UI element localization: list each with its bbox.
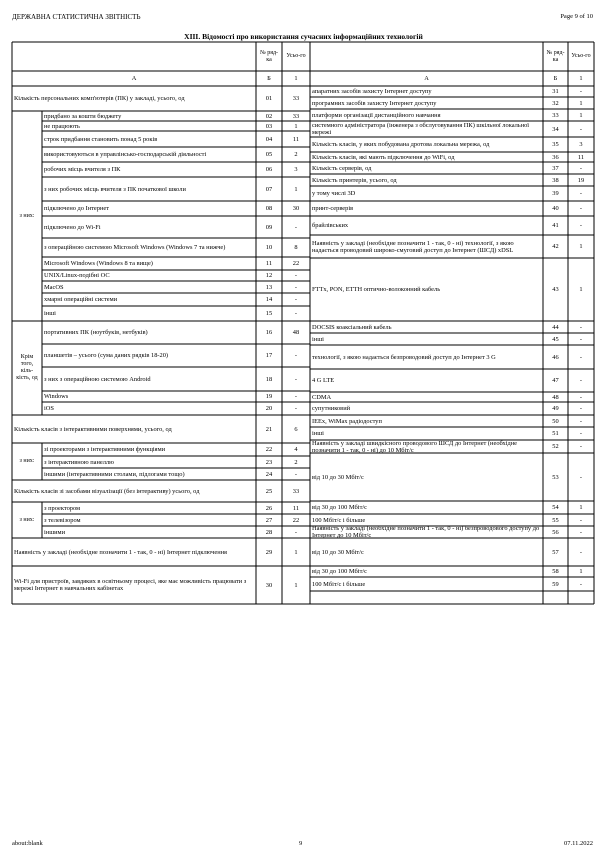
- left-row-number: 19: [265, 393, 273, 400]
- right-row-label: програмних засобів захисту Інтернет доступу: [312, 99, 437, 107]
- left-row-number: 10: [265, 244, 273, 251]
- right-row-value: -: [579, 125, 583, 133]
- right-row-value: -: [579, 516, 583, 524]
- col-header-one-right: 1: [579, 75, 583, 82]
- left-row-label: хмарні операційні системи: [44, 296, 118, 303]
- right-row-label: Кількість принтерів, усього, од: [312, 176, 397, 184]
- right-row-label: інші: [312, 430, 324, 437]
- right-row-value: -: [579, 405, 583, 412]
- right-row-number: 39: [552, 190, 559, 197]
- left-row-label: інші: [44, 310, 56, 317]
- right-row-value: -: [579, 88, 583, 95]
- left-row-number: 28: [265, 528, 273, 536]
- group-label-z-nykh-1: з них:: [19, 212, 35, 219]
- right-row-value: -: [579, 417, 583, 425]
- right-row-label: від 10 до 30 Мбіт/с: [312, 548, 364, 556]
- right-row-label: 100 Мбіт/с і більше: [312, 516, 366, 524]
- left-row-label: планшетів – усього (сума даних рядків 18-20): [44, 352, 169, 359]
- left-row-number: 30: [265, 581, 273, 589]
- right-row-label: IEEx, WiMax радіодоступ: [312, 417, 382, 425]
- left-row-label: портативних ПК (ноутбуків, нетбуків): [44, 329, 148, 336]
- left-row-label: підключено до Інтернет: [44, 205, 110, 212]
- right-row-number: 38: [552, 176, 559, 184]
- left-row-number: 04: [265, 135, 273, 143]
- right-row-number: 41: [552, 222, 559, 229]
- left-row-value: 2: [294, 458, 298, 466]
- right-row-number: 31: [552, 88, 559, 95]
- col-header-total-right: Усьо-го: [571, 53, 591, 59]
- left-row-label: MacOS: [44, 283, 64, 291]
- right-row-label: технології, з якою надається безпроводовий доступ до Інтернет 3 G: [312, 353, 496, 361]
- left-row-label: Наявність у закладі (необхідне позначити 1 - так, 0 - ні) Інтернет підключення: [14, 548, 227, 556]
- left-row-label: Microsoft Windows (Windows 8 та вище): [44, 260, 153, 267]
- left-row-number: 08: [265, 205, 273, 212]
- left-row-value: 33: [292, 112, 300, 120]
- left-row-value: 30: [292, 205, 300, 212]
- right-row-number: 58: [552, 568, 559, 575]
- footer-source: about:blank: [12, 840, 43, 847]
- left-row-value: 11: [292, 135, 300, 143]
- group-label-krim-toho: Крім того, кіль-кість, од: [16, 354, 38, 381]
- left-row-number: 13: [265, 283, 273, 291]
- left-row-label: використовуються в управлінсько-господарській діяльності: [44, 151, 207, 158]
- right-row-value: -: [579, 528, 583, 536]
- right-row-value: 1: [579, 99, 583, 107]
- left-row-value: 1: [294, 122, 298, 130]
- left-row-value: 8: [294, 244, 298, 251]
- left-row-number: 05: [265, 151, 273, 158]
- group-label-z-nykh-2: з них:: [19, 458, 35, 464]
- table-cells: [12, 42, 594, 604]
- right-row-number: 46: [552, 353, 559, 361]
- left-row-value: 1: [294, 581, 298, 589]
- left-row-value: -: [294, 223, 298, 231]
- left-row-value: -: [294, 375, 298, 383]
- left-row-label: зі проекторами з інтерактивними функціями: [44, 446, 166, 453]
- left-row-label: підключено до Wi-Fi: [44, 223, 101, 231]
- left-row-number: 15: [265, 310, 273, 317]
- left-row-value: -: [294, 393, 298, 400]
- right-row-number: 32: [552, 99, 559, 107]
- right-row-label: від 10 до 30 Мбіт/с: [312, 473, 364, 481]
- left-row-number: 21: [265, 425, 273, 433]
- right-row-number: 40: [552, 205, 559, 212]
- left-row-value: 48: [292, 329, 300, 336]
- left-row-value: -: [294, 296, 298, 303]
- left-row-number: 17: [265, 352, 273, 359]
- right-row-label: платформи організації дистанційного навчання: [312, 111, 441, 119]
- left-row-value: -: [294, 528, 298, 536]
- right-row-label: FTTx, PON, ETTH оптично-волоконний кабель: [312, 286, 441, 293]
- footer-date: 07.11.2022: [563, 840, 593, 847]
- right-row-number: 48: [552, 393, 559, 401]
- left-row-number: 03: [265, 122, 273, 130]
- col-header-b-left: Б: [267, 75, 271, 82]
- left-row-number: 24: [265, 470, 273, 478]
- left-row-label: Кількість класів зі засобами візуалізації (без інтерактиву) усього, од: [14, 487, 200, 495]
- right-row-label: Кількість серверів, од: [312, 164, 372, 172]
- right-row-value: 3: [579, 141, 583, 148]
- right-row-number: 57: [552, 548, 559, 556]
- right-row-value: 1: [579, 111, 583, 119]
- left-row-label: Windows: [44, 393, 69, 400]
- left-row-label: iOS: [44, 405, 54, 412]
- left-row-value: 33: [292, 95, 300, 102]
- report-org-header: ДЕРЖАВНА СТАТИСТИЧНА ЗВІТНІСТЬ: [12, 13, 141, 21]
- left-row-number: 11: [265, 260, 273, 267]
- left-row-label: іншими (інтерактивними столами, підлогами тощо): [44, 470, 185, 478]
- col-header-row-no-left: № ряд-ка: [259, 49, 279, 63]
- right-row-number: 33: [552, 111, 559, 119]
- left-row-number: 26: [265, 504, 273, 512]
- left-row-value: 11: [292, 504, 300, 512]
- left-row-number: 12: [265, 272, 273, 279]
- left-row-value: 1: [294, 548, 298, 556]
- right-row-label: Кількість класів, у яких побудована дротова локальна мережа, од: [312, 141, 490, 148]
- right-row-value: 19: [577, 176, 585, 184]
- left-row-number: 01: [265, 95, 273, 102]
- right-row-number: 35: [552, 141, 559, 148]
- right-row-value: -: [579, 393, 583, 401]
- right-row-value: -: [579, 353, 583, 361]
- left-row-label: Кількість персональних комп'ютерів (ПК) у закладі, усього, од: [14, 95, 185, 102]
- right-row-number: 52: [552, 443, 559, 450]
- right-row-number: 50: [552, 417, 559, 425]
- left-row-number: 27: [265, 516, 273, 524]
- right-row-label: системного адміністратора (інженера з обслуговування ПК) шкільної локальної мережі: [312, 122, 530, 136]
- right-row-value: 1: [579, 286, 583, 293]
- left-row-value: 22: [292, 260, 300, 267]
- col-header-b-right: Б: [553, 75, 558, 82]
- right-row-label: Кількість класів, які мають підключення до WiFi, од: [312, 153, 455, 161]
- right-row-label: апаратних засобів захисту Інтернет доступу: [312, 88, 432, 95]
- left-row-label: придбано за кошти бюджету: [44, 112, 122, 120]
- right-row-value: 1: [579, 504, 583, 511]
- left-row-number: 07: [265, 185, 273, 193]
- left-row-label: строк придбання становить понад 5 років: [44, 135, 158, 143]
- group-label-z-nykh-3: з них:: [19, 516, 35, 523]
- left-row-number: 22: [265, 446, 273, 453]
- right-row-number: 43: [552, 286, 559, 293]
- right-row-number: 51: [552, 430, 559, 437]
- left-row-label: іншими: [44, 528, 66, 536]
- left-row-label: з телевізором: [44, 516, 81, 524]
- right-row-number: 53: [552, 473, 559, 481]
- left-row-label: з проектором: [44, 504, 81, 512]
- col-header-a-left: А: [131, 75, 137, 82]
- right-row-value: -: [579, 205, 583, 212]
- right-row-value: 1: [579, 243, 583, 250]
- left-row-number: 06: [265, 166, 273, 173]
- right-row-label: супутниковий: [312, 405, 351, 412]
- right-row-value: -: [579, 473, 583, 481]
- section-title: XIII. Відомості про використання сучасних інформаційних технологій: [184, 32, 423, 41]
- left-row-label: UNIX/Linux-подібні ОС: [44, 272, 110, 279]
- left-row-label: з них робочих місць вчителя з ПК початкової школи: [44, 185, 186, 193]
- left-row-value: -: [294, 310, 298, 317]
- right-row-number: 49: [552, 405, 559, 412]
- right-row-label: брайлівських: [312, 222, 349, 229]
- left-row-value: 4: [294, 446, 298, 453]
- left-row-value: -: [294, 352, 298, 359]
- right-row-number: 59: [552, 580, 559, 588]
- left-row-number: 29: [265, 548, 273, 556]
- right-row-value: -: [579, 323, 583, 331]
- right-row-label: від 30 до 100 Мбіт/с: [312, 568, 367, 575]
- right-row-number: 55: [552, 516, 559, 524]
- right-row-label: у тому числі 3D: [312, 190, 356, 197]
- left-row-number: 09: [265, 223, 273, 231]
- left-row-value: 3: [294, 166, 298, 173]
- left-row-value: 6: [294, 425, 298, 433]
- right-row-number: 34: [552, 125, 559, 133]
- right-row-number: 36: [552, 153, 559, 161]
- col-header-one-left: 1: [294, 75, 298, 82]
- right-row-number: 56: [552, 528, 559, 536]
- col-header-row-no-right: № ряд-ка: [546, 49, 565, 63]
- right-row-value: -: [579, 580, 583, 588]
- left-row-number: 16: [265, 329, 273, 336]
- right-row-label: CDMA: [312, 393, 332, 401]
- left-row-label: не працюють: [44, 122, 80, 130]
- right-row-number: 47: [552, 377, 559, 384]
- right-row-label: DOCSIS коаксіальний кабель: [312, 323, 392, 331]
- right-row-number: 45: [552, 335, 559, 343]
- left-row-value: -: [294, 272, 298, 279]
- left-row-label: з них з операційною системою Android: [44, 375, 151, 383]
- right-row-label: від 30 до 100 Мбіт/с: [312, 504, 367, 511]
- right-row-value: 1: [579, 568, 583, 575]
- right-row-value: -: [579, 222, 583, 229]
- right-row-value: -: [579, 430, 583, 437]
- left-row-number: 25: [265, 487, 273, 495]
- left-row-value: 22: [292, 516, 300, 524]
- right-row-number: 42: [552, 243, 559, 250]
- left-row-number: 20: [265, 405, 273, 412]
- left-row-number: 23: [265, 458, 273, 466]
- page-indicator: Page 9 of 10: [560, 13, 593, 20]
- left-row-value: 2: [294, 151, 298, 158]
- left-row-label: робочих місць вчителя з ПК: [44, 166, 121, 173]
- left-row-value: -: [294, 470, 298, 478]
- right-row-label: Наявність у закладі (необхідне позначити 1 - так, 0 - ні) безпроводового доступу до Інтернет до 10 Мбіт/с: [312, 526, 540, 538]
- right-row-label: 100 Мбіт/с і більше: [312, 580, 366, 588]
- right-row-value: -: [579, 548, 583, 556]
- right-row-number: 37: [552, 164, 559, 172]
- right-row-value: -: [579, 190, 583, 197]
- right-row-value: -: [579, 377, 583, 384]
- col-header-a-right: А: [424, 75, 429, 82]
- left-row-value: 1: [294, 185, 298, 193]
- right-row-value: -: [579, 335, 583, 343]
- right-row-label: Наявність у закладі швидкісного проводового ШСД до Інтернет (необхідне позначити 1 - так, 0 - ні) до 10 Мбіт/с: [312, 440, 517, 453]
- right-row-label: інші: [312, 335, 324, 343]
- left-row-value: -: [294, 283, 298, 291]
- right-row-label: принт-серверів: [312, 205, 354, 212]
- left-row-label: Wi-Fi для пристроїв, завдяких в освітньому процесі, яке має можливість працювати з мережі Інтернет в навчальних кабінетах: [14, 578, 247, 592]
- col-header-total-left: Усьо-го: [286, 53, 306, 59]
- right-row-value: -: [579, 443, 583, 450]
- right-row-label: 4 G LTE: [312, 377, 335, 384]
- left-row-number: 18: [265, 375, 273, 383]
- left-row-value: 33: [292, 487, 300, 495]
- right-row-label: Наявність у закладі (необхідне позначити 1 - так, 0 - ні) технології, з якою надається проводовий широко-смуговий доступ до Інтернет (ШСД) xDSL: [312, 239, 514, 254]
- left-row-label: з інтерактивною панеллю: [44, 458, 114, 466]
- footer-page-number: 9: [299, 840, 303, 847]
- left-row-number: 02: [265, 112, 273, 120]
- right-row-value: -: [579, 164, 583, 172]
- left-row-label: з операційною системою Microsoft Windows (Windows 7 та нижче): [44, 244, 226, 251]
- right-row-number: 44: [552, 323, 559, 331]
- right-row-value: 11: [577, 153, 585, 161]
- right-row-number: 54: [552, 504, 559, 511]
- left-row-number: 14: [265, 296, 273, 303]
- left-row-label: Кількість класів з інтерактивними поверхнями, усього, од: [14, 425, 172, 433]
- left-row-value: -: [294, 405, 298, 412]
